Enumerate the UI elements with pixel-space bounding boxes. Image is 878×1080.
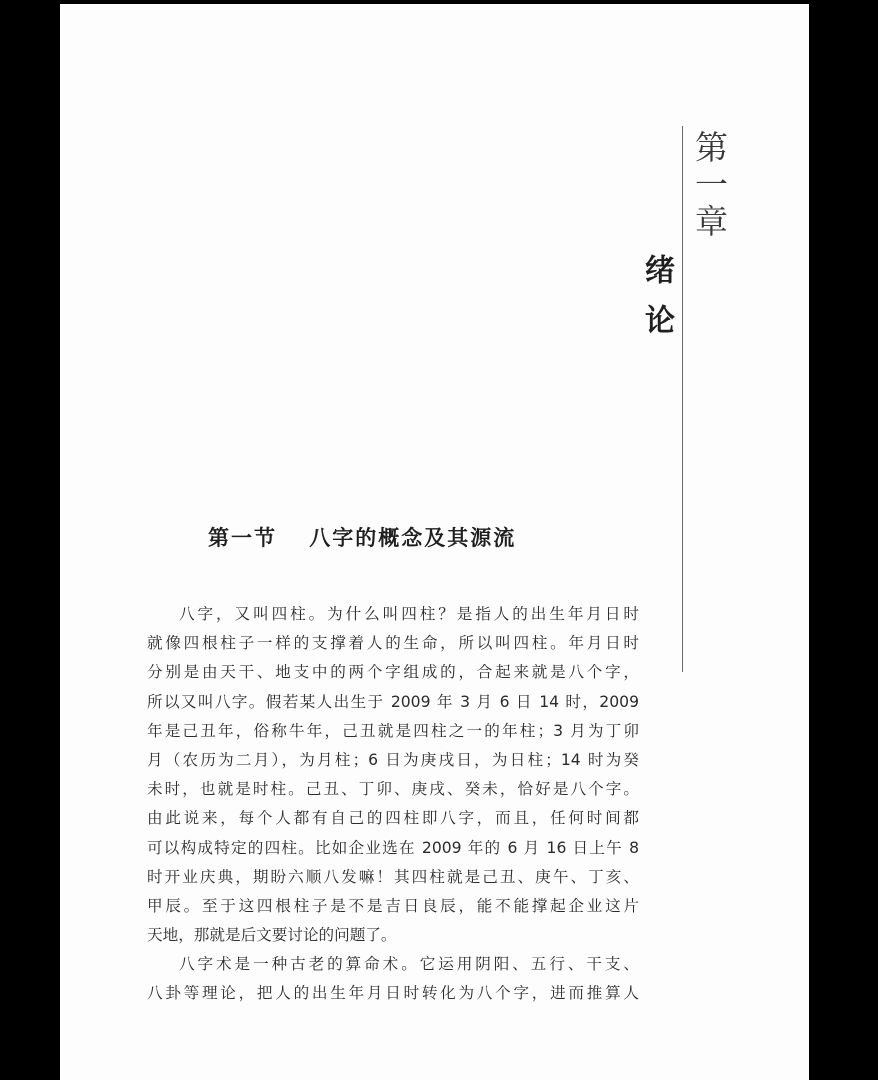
text-line: 月（农历为二月），为月柱；6 日为庚戌日，为日柱；14 时为癸 [147,750,639,769]
text-line: 就像四根柱子一样的支撑着人的生命，所以叫四柱。年月日时 [147,634,639,653]
text-line: 年是己丑年，俗称牛年，己丑就是四柱之一的年柱；3 月为丁卯 [147,721,639,740]
text-line: 未时，也就是时柱。己丑、丁卯、庚戌、癸未，恰好是八个字。 [147,780,639,799]
text-line: 时开业庆典，期盼六顺八发嘛！其四柱就是己丑、庚午、丁亥、 [147,867,639,886]
paragraph [147,950,639,1008]
text-line: 八卦等理论，把人的出生年月日时转化为八个字，进而推算人 [147,984,639,1003]
book-page [60,4,809,1080]
text-line: 天地，那就是后文要讨论的问题了。 [147,926,397,945]
text-line: 甲辰。至于这四根柱子是不是吉日良辰，能不能撑起企业这片 [147,896,639,915]
section-heading: 第一节 八字的概念及其源流 [208,526,517,550]
text-line: 由此说来，每个人都有自己的四柱即八字，而且，任何时间都 [147,809,639,828]
text-line: 分别是由天干、地支中的两个字组成的，合起来就是八个字， [147,663,639,682]
text-line: 八字术是一种古老的算命术。它运用阴阳、五行、干支、 [179,955,639,974]
text-line: 可以构成特定的四柱。比如企业选在 2009 年的 6 月 16 日上午 8 [147,838,639,857]
text-line: 所以又叫八字。假若某人出生于 2009 年 3 月 6 日 14 时，2009 [147,692,639,711]
paragraph [147,600,639,950]
text-line: 八字，又叫四柱。为什么叫四柱？是指人的出生年月日时 [179,605,639,623]
chapter-title: 绪论 [639,254,674,354]
body-text [147,600,639,1009]
chapter-number: 第一章 [690,130,729,241]
chapter-divider-line [682,126,683,672]
